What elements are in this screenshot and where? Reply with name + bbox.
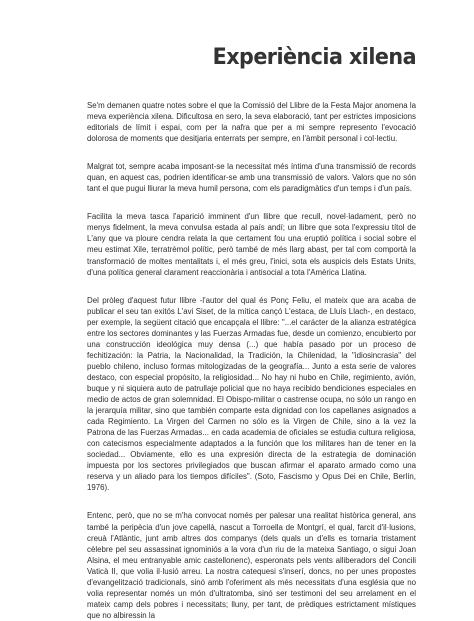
paragraph-1: Se'm demanen quatre notes sobre el que la Comissió del Llibre de la Festa Major anomena la meva experiència xilena. Dificultosa en sero, la seva elaboració, tant per estrictes imposicions editorials de límit i espai, com per la nafra que per a mi sempre represento l'evocació dolorosa de moments que desitjaria enterrats per sempre, en l'àmbit personal i col·lectiu. bbox=[87, 101, 416, 144]
paragraph-5: Entenc, però, que no se m'ha convocat només per palesar una realitat històrica general, ans també la peripècia d'un jove capellà, nascut a Torroella de Montgrí, el qual, farcit d'il·lusions, creuà l'Atlàntic, junt amb altres dos companys (dels quals un d'ells es tornaria tristament cèlebre pel seu assassinat ignominiós a la vora d'un riu de la mateixa Santiago, o sigui Joan Alsina, el meu entranyable amic castellonenc), esperonats pels vents alliberadors del Concili Vaticà II, que volia il·lusió arreu. La nostra catequesi s'inserí, doncs, no per unes propostes d'evangelització tradicionals, sinó amb l'oferiment als més necessitats d'una església que no volia representar només un món d'ultratomba, sinó ser testimoni del seu arrelament en el mateix camp dels pobres i necessitats; lluny, per tant, de prèdiques estrictament místiques que no albiressin la bbox=[87, 511, 416, 620]
paragraph-3: Facilita la meva tasca l'aparició imminent d'un llibre que recull, novel·ladament, però no menys fidelment, la meva convulsa estada al país andí; un llibre que sota l'expressiu títol de L'any que va ploure cendra relata la que certament fou una eruptió política i social sobre el meu estimat Xile, terratrèmol polític, però també de més llarg abast, per tal com comportà la transformació de moltes mentalitats i, el més greu, l'inici, sota els auspicis dels Estats Units, d'una política general clarament reaccionària i antisocial a tota l'Amèrica Llatina. bbox=[87, 212, 416, 277]
paragraph-2: Malgrat tot, sempre acaba imposant-se la necessitat més íntima d'una transmissió de records quan, en aquest cas, podrien identificar-se amb una transmissió de valors. Valors que no són tant el que pugui lliurar la meva humil persona, com els paradigmàtics d'un temps i d'un país. bbox=[87, 162, 416, 194]
page-title: Experiència xilena bbox=[212, 44, 416, 70]
body-text bbox=[87, 100, 416, 621]
paragraph-4: Del pròleg d'aquest futur llibre -l'autor del qual és Ponç Feliu, el mateix que ara acaba de publicar el seu tan exitós L'avi Siset, de la mítica cançó L'estaca, de Lluís Llach-, en destaco, per exemple, la següent citació que encapçala el llibre: "...el carácter de la alianza estratégica entre los sectores dominantes y las Fuerzas Armadas fue, desde un comienzo, encubierto por una construcción ideológica muy densa (...) que había pasado por un proceso de fechitización: la Patria, la Nacionalidad, la Tradición, la Chilenidad, la "idiosincrasia" del pueblo chileno, incluso formas mitologizadas de la geografía... Junto a esta serie de valores destaco, con especial propósito, la religiosidad... No hay ni hubo en Chile, regimiento, avión, buque y ni siquiera auto de patrullaje policial que no haya recibido bendiciones especiales en medio de actos de gran solemnidad. El Obispo-militar o castrense ocupa, no sólo un rango en la jerarquía militar, sino que también comparte esta dignidad con los capellanes asignados a cada Regimiento. La Virgen del Carmen no sólo es la Virgen de Chile, sino a la vez la Patrona de las Fuerzas Armadas... en cada academia de oficiales se estudia cultura religiosa, con catecismos especialmente adaptados a la función que los militares han de tener en la sociedad... Obviamente, ello es una expresión directa de la estrategia de dominación impuesta por los sectores privilegiados que buscan afirmar el aparato armado como una reserva y un aliado para los tiempos difíciles". (Soto, Fascismo y Opus Dei en Chile, Berlín, 1976). bbox=[87, 295, 416, 493]
